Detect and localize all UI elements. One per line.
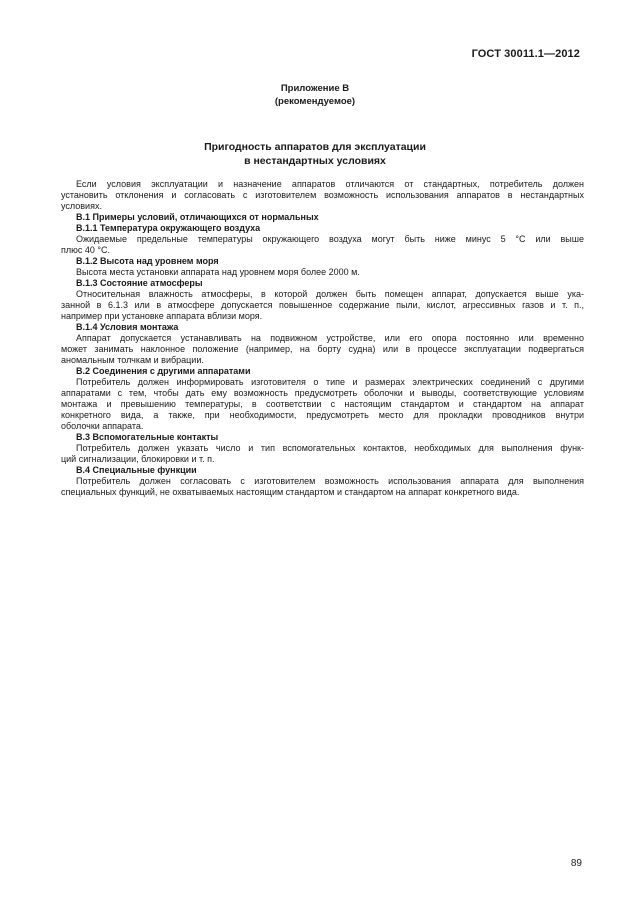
paragraph-line: оболочки аппарата.: [61, 421, 144, 431]
paragraph-line: установить отклонения и согласовать с изготовителем возможность использования аппаратов в нестандартных: [61, 190, 584, 200]
paragraph: [61, 377, 584, 432]
section-title-line-1: Пригодность аппаратов для эксплуатации: [204, 141, 426, 153]
paragraph-line: например при установке аппарата вблизи моря.: [61, 311, 263, 321]
heading-text: В.1.1 Температура окружающего воздуха: [76, 223, 261, 233]
section-heading: [61, 212, 584, 223]
section-heading: [61, 256, 584, 267]
section-heading: [61, 366, 584, 377]
paragraph: [61, 476, 584, 498]
heading-text: В.1.4 Условия монтажа: [76, 322, 179, 332]
section-heading: [61, 322, 584, 333]
paragraph-line: аппаратами с тем, чтобы дать ему возможность предусмотреть оболочки и выводы, соответствующие условиям: [61, 388, 584, 398]
paragraph-line: занной в 6.1.3 или в атмосфере допускается повышенное содержание пыли, кислот, агрессивных газов и т. п.,: [61, 300, 584, 310]
paragraph: [61, 179, 584, 212]
paragraph-line: аномальным толчкам и вибрации.: [61, 355, 204, 365]
section-heading: [61, 278, 584, 289]
paragraph-line: конкретного вида, а также, при необходимости, предусмотреть место для прокладки проводников внутри: [61, 410, 584, 420]
paragraph-line: условиях.: [61, 201, 102, 211]
annex-title: Приложение В: [280, 83, 350, 94]
annex-heading: [0, 82, 630, 108]
heading-text: В.2 Соединения с другими аппаратами: [76, 366, 251, 376]
paragraph-line: ций сигнализации, блокировки и т. п.: [61, 454, 215, 464]
paragraph-line: монтажа и превышению температуры, в соответствии с настоящим стандартом и стандартом на аппарат: [61, 399, 584, 409]
paragraph-line: Относительная влажность атмосферы, в которой должен быть помещен аппарат, допускается выше ука-: [76, 289, 584, 299]
paragraph: [61, 267, 584, 278]
section-heading: [61, 223, 584, 234]
heading-text: В.3 Вспомогательные контакты: [76, 432, 219, 442]
heading-text: В.1 Примеры условий, отличающихся от нормальных: [76, 212, 319, 222]
paragraph: [61, 333, 584, 366]
section-heading: [61, 465, 584, 476]
page-number: 89: [570, 858, 582, 869]
paragraph-line: специальных функций, не охватываемых настоящим стандартом и стандартом на аппарат конкретного вида.: [61, 487, 520, 497]
paragraph: [61, 289, 584, 322]
paragraph-line: Аппарат допускается устанавливать на подвижном устройстве, или его опора постоянно или временно: [76, 333, 584, 343]
paragraph-line: Высота места установки аппарата над уровнем моря более 2000 м.: [76, 267, 360, 277]
heading-text: В.1.2 Высота над уровнем моря: [76, 256, 219, 266]
heading-text: В.1.3 Состояние атмосферы: [76, 278, 203, 288]
paragraph-line: Ожидаемые предельные температуры окружающего воздуха могут быть ниже минус 5 °С или выше: [76, 234, 584, 244]
paragraph-line: Потребитель должен согласовать с изготовителем возможность использования аппарата для выполнения: [76, 476, 584, 486]
section-heading: [61, 432, 584, 443]
section-title-line-2: в нестандартных условиях: [244, 155, 386, 167]
document-body: [61, 179, 584, 498]
paragraph-line: плюс 40 °С.: [61, 245, 110, 255]
paragraph-line: может занимать наклонное положение (например, на борту судна) или в процессе эксплуатации подвергаться: [61, 344, 584, 354]
paragraph: [61, 234, 584, 256]
annex-subtitle: (рекомендуемое): [274, 96, 356, 107]
paragraph-line: Потребитель должен информировать изготовителя о типе и размерах электрических соединений с другими: [76, 377, 584, 387]
paragraph-line: Если условия эксплуатации и назначение аппаратов отличаются от стандартных, потребитель должен: [76, 179, 584, 189]
standard-number: ГОСТ 30011.1—2012: [471, 48, 580, 60]
paragraph: [61, 443, 584, 465]
heading-text: В.4 Специальные функции: [76, 465, 197, 475]
section-title: [0, 140, 630, 168]
paragraph-line: Потребитель должен указать число и тип вспомогательных контактов, необходимых для выполнения функ-: [76, 443, 584, 453]
